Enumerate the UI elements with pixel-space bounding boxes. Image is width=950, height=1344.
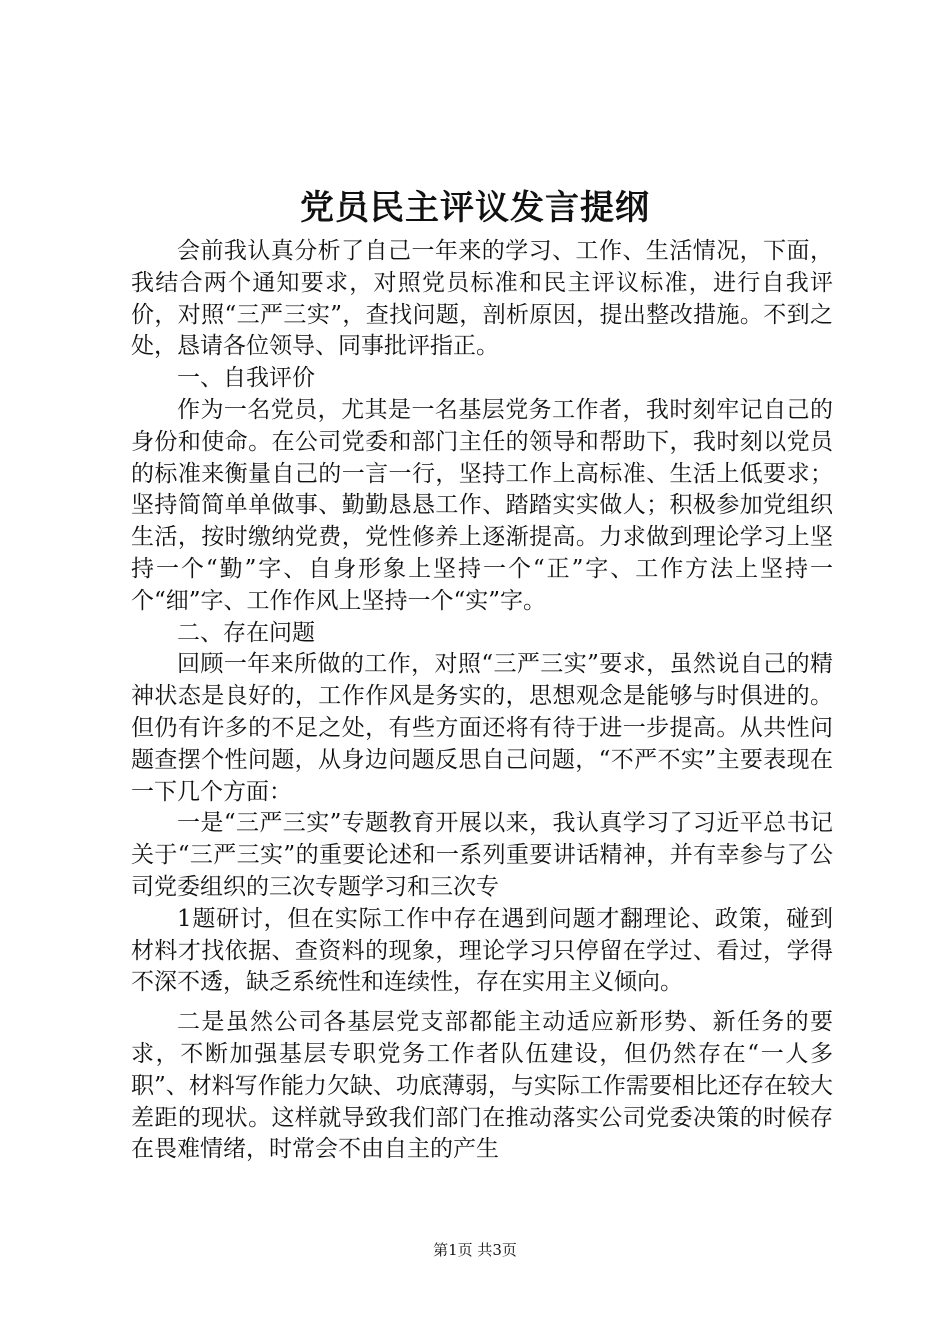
heading-self-evaluation: 一、自我评价 (177, 365, 315, 392)
heading-existing-problems: 二、存在问题 (177, 619, 315, 646)
page-number-footer: 第1页 共3页 (433, 1241, 517, 1259)
document-body (131, 236, 833, 1166)
paragraph-problem-one-continued: 1题研讨，但在实际工作中存在遇到问题才翻理论、政策，碰到材料才找依据、查资料的现象，理论学习只停留在学过、看过，学得不深不透，缺乏系统性和连续性，存在实用主义倾向。 (131, 905, 833, 996)
document-title: 党员民主评议发言提纲 (300, 188, 650, 228)
paragraph-problem-one: 一是“三严三实”专题教育开展以来，我认真学习了习近平总书记关于“三严三实”的重要论述和一系列重要讲话精神，并有幸参与了公司党委组织的三次专题学习和三次专 (131, 810, 833, 900)
paragraph-intro: 会前我认真分析了自己一年来的学习、工作、生活情况，下面，我结合两个通知要求，对照党员标准和民主评议标准，进行自我评价，对照“三严三实”，查找问题，剖析原因，提出整改措施。不到之处，恳请各位领导、同事批评指正。 (131, 238, 833, 360)
paragraph-problem-two: 二是虽然公司各基层党支部都能主动适应新形势、新任务的要求，不断加强基层专职党务工作者队伍建设，但仍然存在“一人多职”、材料写作能力欠缺、功底薄弱，与实际工作需要相比还存在较大差距的现状。这样就导致我们部门在推动落实公司党委决策的时候存在畏难情绪，时常会不由自主的产生 (131, 1009, 833, 1163)
paragraph-problems-overview: 回顾一年来所做的工作，对照“三严三实”要求，虽然说自己的精神状态是良好的，工作作风是务实的，思想观念是能够与时俱进的。但仍有许多的不足之处，有些方面还将有待于进一步提高。从共性问题查摆个性问题，从身边问题反思自己问题，“不严不实”主要表现在一下几个方面： (131, 651, 833, 805)
paragraph-self-evaluation: 作为一名党员，尤其是一名基层党务工作者，我时刻牢记自己的身份和使命。在公司党委和部门主任的领导和帮助下，我时刻以党员的标准来衡量自己的一言一行，坚持工作上高标准、生活上低要求；坚持简简单单做事、勤勤恳恳工作、踏踏实实做人；积极参加党组织生活，按时缴纳党费，党性修养上逐渐提高。力求做到理论学习上坚持一个“勤”字、自身形象上坚持一个“正”字、工作方法上坚持一个“细”字、工作作风上坚持一个“实”字。 (131, 396, 833, 614)
